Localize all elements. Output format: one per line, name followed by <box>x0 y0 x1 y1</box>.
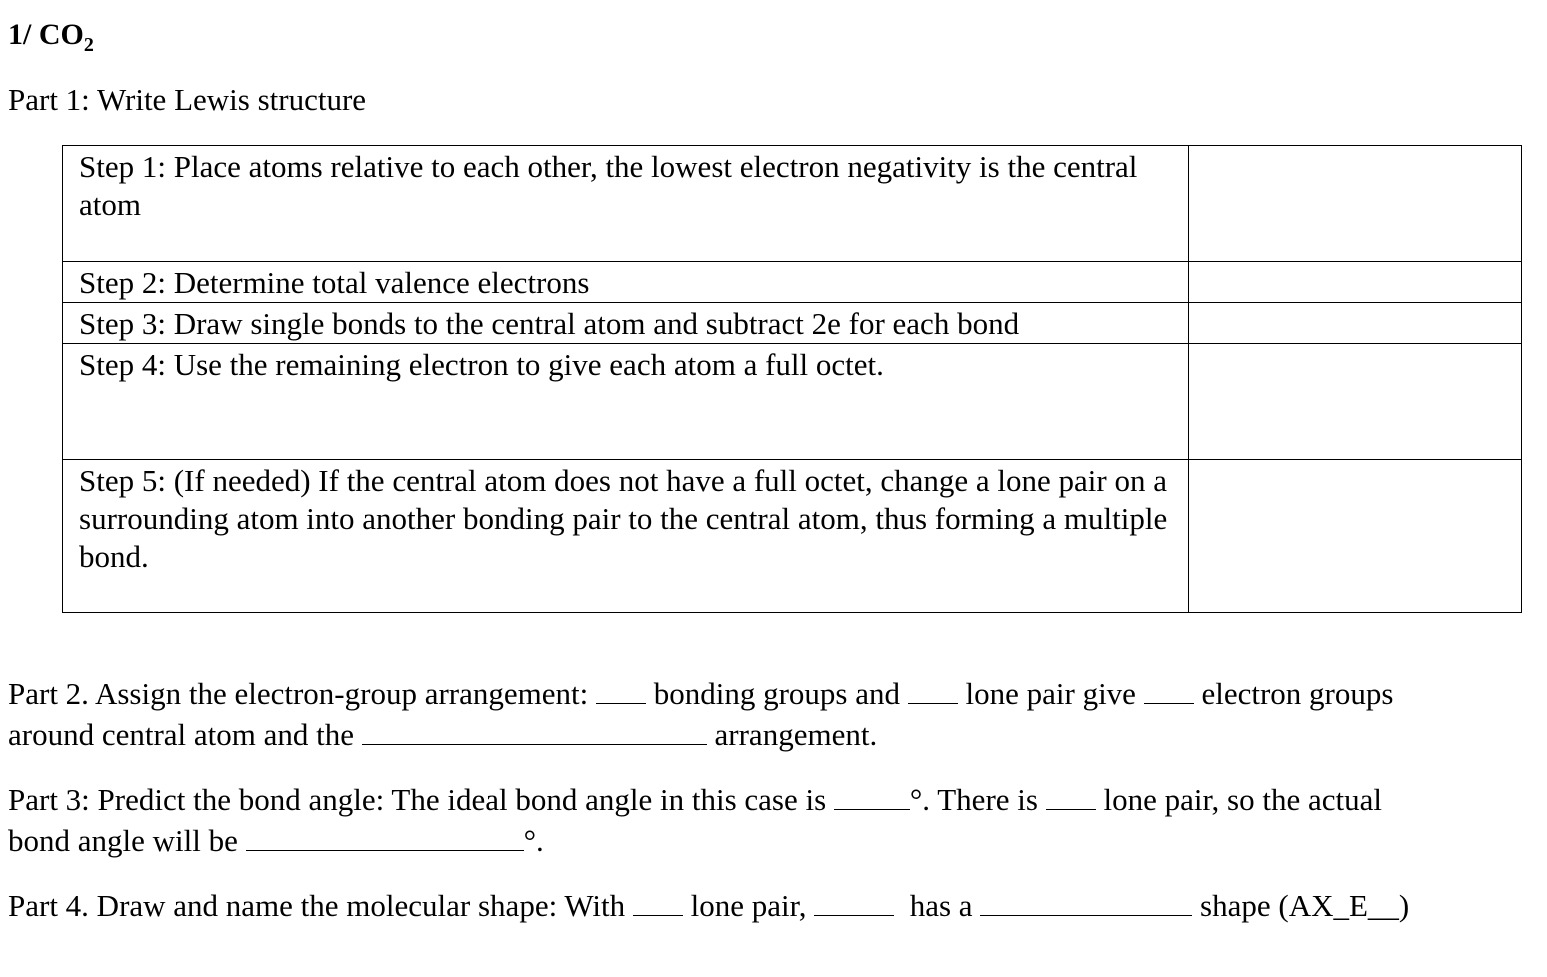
table-row <box>63 344 1522 460</box>
part3-line-1 <box>8 782 1382 818</box>
part1-heading: Part 1: Write Lewis structure <box>8 82 367 117</box>
lewis-steps-table <box>62 145 1522 613</box>
part3-text-e: °. <box>523 823 544 858</box>
part3-line-2 <box>8 823 544 859</box>
part2-text-f: arrangement. <box>714 717 878 752</box>
step-2-text: Step 2: Determine total valence electrons <box>63 262 1189 303</box>
part2-text-e: around central atom and the <box>8 717 355 752</box>
table-row <box>63 262 1522 303</box>
step-1-text: Step 1: Place atoms relative to each other, the lowest electron negativity is the central atom <box>63 146 1189 262</box>
part3-text-c: lone pair, so the actual <box>1103 782 1382 817</box>
lone-pair-blank[interactable] <box>908 679 958 704</box>
shape-blank[interactable] <box>980 891 1192 916</box>
question-title: 1/ $CO_2$ <box>8 18 94 56</box>
actual-angle-blank[interactable] <box>246 826 524 851</box>
part2-text-a: Part 2. Assign the electron-group arrangement: <box>8 676 589 711</box>
table-row <box>63 146 1522 262</box>
step-1-answer-cell[interactable] <box>1189 146 1522 262</box>
step-2-answer-cell[interactable] <box>1189 262 1522 303</box>
step-5-answer-cell[interactable] <box>1189 460 1522 613</box>
bonding-groups-blank[interactable] <box>596 679 646 704</box>
table-row <box>63 460 1522 613</box>
part2-text-b: bonding groups and <box>653 676 900 711</box>
part4-line <box>8 888 1409 924</box>
part4-text-c: has a <box>909 888 973 923</box>
step-3-answer-cell[interactable] <box>1189 303 1522 344</box>
lone-pair-count-blank[interactable] <box>1046 785 1096 810</box>
part3-text-d: bond angle will be <box>8 823 238 858</box>
part4-text-b: lone pair, <box>690 888 807 923</box>
step-4-text: Step 4: Use the remaining electron to give each atom a full octet. <box>63 344 1189 460</box>
step-4-answer-cell[interactable] <box>1189 344 1522 460</box>
part2-line-2 <box>8 717 877 753</box>
electron-groups-blank[interactable] <box>1144 679 1194 704</box>
part4-text-a: Part 4. Draw and name the molecular shape: With <box>8 888 626 923</box>
part2-text-c: lone pair give <box>965 676 1136 711</box>
lone-pair-blank-part4[interactable] <box>633 891 683 916</box>
part2-text-d: electron groups <box>1201 676 1394 711</box>
table-row <box>63 303 1522 344</box>
step-5-text: Step 5: (If needed) If the central atom does not have a full octet, change a lone pair on a surrounding atom into another bonding pair to the central atom, thus forming a multiple bond. <box>63 460 1189 613</box>
arrangement-blank[interactable] <box>362 720 707 745</box>
part3-text-b: °. There is <box>909 782 1038 817</box>
ideal-angle-blank[interactable] <box>834 785 910 810</box>
part3-text-a: Part 3: Predict the bond angle: The ideal bond angle in this case is <box>8 782 827 817</box>
part2-line-1 <box>8 676 1393 712</box>
molecule-blank[interactable] <box>814 891 894 916</box>
step-3-text: Step 3: Draw single bonds to the central atom and subtract 2e for each bond <box>63 303 1189 344</box>
part4-text-d: shape (AX_E__) <box>1200 888 1410 923</box>
